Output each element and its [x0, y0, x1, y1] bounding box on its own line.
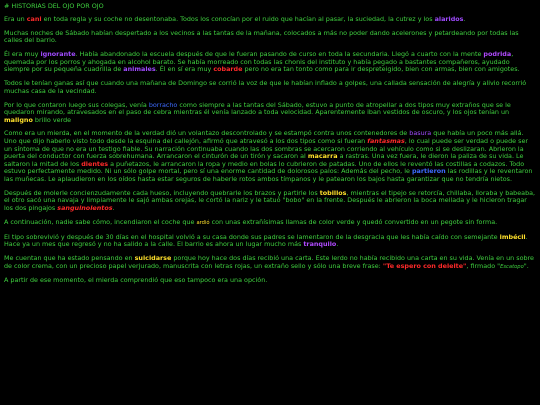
paragraph-3: Él era muy ignorante. Había abandonado la escuela después de que le fueran pasando de curso en toda la secundaria. Llegó a cuarto con la mente podrida, quemada por los porros y ahogada en alcohol barato. Se había morreado con todas las chonis del instituto y había pegado a bastantes compañeros, ayudado siempre por su pequeña cuadrilla de animales. Él en sí era muy cobarde pero no era tan tonto como para ir despreteigido, bien con armas, bien con amigotes.	[4, 50, 520, 74]
paragraph-9: El tipo sobrevivió y después de 30 días en el hospital volvió a su casa donde sus padres se lamentaron de la desgracia que les había caído con semejante imbécil. Hace ya un mes que regresó y no ha salido a la calle. El barrio es ahora un lugar mucho más tranquilo.	[4, 232, 528, 249]
document-title: # HISTORIAS DEL OJO POR OJO	[4, 2, 104, 10]
paragraph-4: Todos le tenían ganas así que cuando una mañana de Domingo se corrió la voz de que le habían inflado a golpes, una callada sensación de alegría y alivio recorrió muchas casa de la vecindad.	[4, 79, 527, 95]
highlight-word: tranquilo	[303, 240, 337, 249]
paragraph-7: Después de molerle concienzudamente cada hueso, incluyendo quebrarle los brazos y partirle los tobillos, mientras el tipejo se retorcía, chillaba, lloraba y babeaba, el otro sacó una navaja y limpiamente le sajó ambas orejas, le cortó la nariz y le tatuó "bobo" en la frente. Después le abrieron la boca mellada y le hicieron tragar los dos pingajos sanguinolentos.	[4, 188, 536, 212]
highlight-word: tobillos	[319, 188, 347, 197]
highlight-word: ignorante	[40, 50, 76, 59]
paragraph-11: A partir de ese momento, el mierda comprendió que eso tampoco era una opción.	[4, 276, 268, 285]
highlight-word: dientes	[81, 159, 109, 168]
highlight-word: fantasmas	[367, 137, 405, 146]
highlight-word: suicidarse	[134, 253, 172, 262]
highlight-word: borracho	[148, 100, 178, 109]
signature-text: Escatopo	[500, 263, 524, 270]
highlight-word: cani	[26, 15, 42, 23]
highlight-word: basura	[409, 129, 432, 138]
highlight-word: animales	[123, 65, 156, 74]
paragraph-6: Como era un mierda, en el momento de la verdad dió un volantazo descontrolado y se estampó contra unos contenedores de basura que había un poco más allá. Uno que dijo haberlo visto todo desde la esquina del callejón, afirmó que atravesó a los dos tipos como si fueran fantasmas, lo cual puede ser verdad o puede ser un síntoma de que no era un testigo fiable. Su narración continuaba cuando las dos sombras se acercaron corriendo al vehículo como si se deslizaran. Abrieron la puerta del conductor con fuerza sobrehumana. Arrancaron el cinturón de un tirón y sacaron al macarra a rastras. Una vez fuera, le dieron la paliza de su vida. Le saltaron la mitad de los dientes a puñetazos, le arrancaron la ropa y medio en bolas lo cubrieron de patadas. Uno de ellos le reventó las costillas a codazos. Todo estuvo perfectamente medido. Ni un sólo golpe mortal, pero sí una enorme cantidad de dolorosos palos: Además del pecho, le partieron las rodillas y le reventaron las muñecas. Le aplaudieron en los oídos hasta estar seguros de haberle rotos ambos tímpanos y le patearon los bajos hasta garantizar que no tendría nietos.	[4, 129, 533, 184]
paragraph-10: Me cuentan que ha estado pensando en suicidarse porque hoy hace dos días recibió una carta. Este lerdo no había recibido una carta en su vida. Venía en un sobre de color crema, con un precioso papel verjurado, manuscrita con letras rojas, un extraño sello y sólo una breve frase: "Te espero con deleite", firmado "Escatopo".	[4, 253, 534, 270]
paragraph-2: Muchas noches de Sábado habían despertado a los vecinos a las tantas de la mañana, colocados a más no poder dando acelerones y petardeando por todas las calles del barrio.	[4, 28, 519, 45]
paragraph-1: Era un cani en toda regla y su coche no desentonaba. Todos los conocían por el ruido que hacían al pasar, la suciedad, la cutrez y los alaridos.	[4, 15, 466, 23]
highlight-word: ardió	[196, 219, 210, 226]
highlight-word: macarra	[307, 152, 338, 161]
quoted-phrase: "Te espero con deleite"	[382, 261, 467, 270]
document-page	[4, 2, 536, 291]
highlight-word: imbécil	[499, 232, 526, 241]
highlight-word: alaridos	[434, 15, 464, 23]
highlight-word: cobarde	[213, 65, 243, 74]
paragraph-8: A continuación, nadie sabe cómo, incendiaron el coche que ardió con unas extrañísimas llamas de color verde y quedó convertido en un pegote sin forma.	[4, 217, 498, 226]
highlight-word: podrida	[483, 50, 512, 59]
highlight-word: maligno	[4, 115, 33, 124]
paragraph-5: Por lo que contaron luego sus colegas, venía borracho como siempre a las tantas del Sábado, estuvo a punto de atropellar a dos tipos muy extraños que se le quedaron mirando, atravesados en el paso de cebra mientras él venía lanzado a toda velocidad. Aparentemente iban vestidos de oscuro, y los ojos tenían un maligno brillo verde	[4, 100, 511, 124]
highlight-word: sanguinolentos	[57, 204, 113, 212]
highlight-word: partieron	[411, 167, 446, 176]
